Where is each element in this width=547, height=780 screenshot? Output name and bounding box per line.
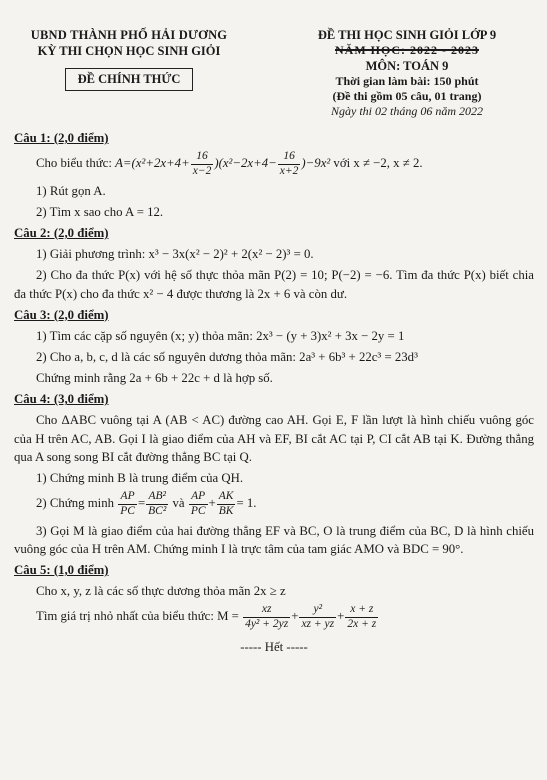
q4-f1-den: PC bbox=[120, 504, 135, 517]
q4-f1-num: AP bbox=[118, 490, 137, 505]
q5-intro: Cho x, y, z là các số thực dương thỏa mãn 2x ≥ z bbox=[36, 584, 286, 599]
q1-fraction-2 bbox=[278, 150, 301, 179]
q5-f1-den: 4y² + 2yz bbox=[245, 618, 289, 631]
q5-plus2: + bbox=[337, 609, 345, 624]
exam-date: Ngày thi 02 tháng 06 năm 2022 bbox=[331, 104, 483, 118]
q3-part2: 2) Cho a, b, c, d là các số nguyên dương thỏa mãn: 2a³ + 6b³ + 22c³ = 23d³ bbox=[36, 350, 418, 364]
q5-f3-den: 2x + z bbox=[347, 618, 377, 631]
exam-name: KỲ THI CHỌN HỌC SINH GIỎI bbox=[37, 44, 221, 58]
q1-condition: với x ≠ −2, x ≠ 2. bbox=[333, 156, 423, 171]
q4-f3-den: PC bbox=[190, 504, 206, 517]
q5-f1-num: xz bbox=[243, 603, 290, 618]
q5-f2-den: xz + yz bbox=[301, 618, 335, 631]
q4-title: Câu 4: (3,0 điểm) bbox=[14, 392, 109, 407]
exam-title: ĐỀ THI HỌC SINH GIỎI LỚP 9 bbox=[317, 28, 497, 42]
q5-title: Câu 5: (1,0 điểm) bbox=[14, 563, 109, 577]
q4-p2-eq: = bbox=[137, 496, 146, 511]
q2-title: Câu 2: (2,0 điểm) bbox=[14, 226, 109, 241]
q4-p2-and: và bbox=[172, 496, 185, 511]
q1-part2: 2) Tìm x sao cho A = 12. bbox=[36, 204, 164, 219]
q1-title: Câu 1: (2,0 điểm) bbox=[14, 131, 109, 145]
q5-fraction-3 bbox=[345, 603, 378, 632]
q1-f1-num: 16 bbox=[191, 150, 214, 165]
q1-fraction-1 bbox=[191, 150, 214, 179]
school-year: NĂM HỌC: 2022 - 2023 bbox=[335, 43, 479, 57]
q4-fraction-ap-pc-2 bbox=[189, 490, 208, 519]
q4-part1: 1) Chứng minh B là trung điểm của QH. bbox=[36, 470, 244, 485]
q5-plus1: + bbox=[291, 609, 299, 624]
q4-fraction-ab-bc bbox=[146, 490, 168, 519]
q4-f2-num: AB² bbox=[146, 490, 168, 505]
q4-part2 bbox=[14, 490, 534, 519]
q5-f2-num: y² bbox=[299, 603, 336, 618]
q3-part1: 1) Tìm các cặp số nguyên (x; y) thỏa mãn: 2x³ − (y + 3)x² + 3x − 2y = 1 bbox=[36, 328, 405, 343]
q2-part2: 2) Cho đa thức P(x) với hệ số thực thỏa mãn P(2) = 10; P(−2) = −6. Tìm đa thức P(x) biết chia đa thức P(x) cho đa thức x² − 4 được thương là 2x + 6 và còn dư. bbox=[14, 268, 534, 301]
q1-expr-b: )(x²−2x+4− bbox=[214, 156, 277, 171]
q4-intro: Cho ΔABC vuông tại A (AB < AC) đường cao AH. Gọi E, F lần lượt là hình chiếu vuông góc của H trên AC, AB. Gọi I là giao điểm của AH và EF, BI cắt AC tại P, CI cắt AB tại K. Đường thẳng qua A song song BI cắt đường thẳng BC tại Q. bbox=[14, 413, 534, 464]
q1-f2-den: x+2 bbox=[279, 164, 299, 177]
q4-f4-den: BK bbox=[218, 504, 234, 517]
q5-fraction-2 bbox=[299, 603, 336, 632]
q4-p2-plus: + bbox=[208, 496, 216, 511]
official-stamp-box: ĐỀ CHÍNH THỨC bbox=[65, 68, 194, 91]
q4-f2-den: BC² bbox=[148, 504, 167, 517]
q4-p2-lead: 2) Chứng minh bbox=[36, 496, 115, 511]
exam-body bbox=[14, 127, 534, 656]
q4-f4-num: AK bbox=[217, 490, 236, 505]
header-left bbox=[14, 28, 244, 91]
q1-expression bbox=[14, 150, 534, 179]
end-marker: ----- Hết ----- bbox=[240, 639, 308, 654]
q2-part1: 1) Giải phương trình: x³ − 3x(x² − 2)² + 2(x² − 2)³ = 0. bbox=[36, 247, 314, 262]
subject: MÔN: TOÁN 9 bbox=[365, 59, 449, 73]
q4-fraction-ap-pc bbox=[118, 490, 137, 519]
q3-part3: Chứng minh rằng 2a + 6b + 22c + d là hợp số. bbox=[36, 371, 273, 386]
header-right bbox=[282, 28, 532, 119]
q1-f2-num: 16 bbox=[278, 150, 301, 165]
q4-f3-num: AP bbox=[189, 490, 208, 505]
q4-p2-tail: = 1. bbox=[236, 496, 257, 511]
page-count: (Đề thi gồm 05 câu, 01 trang) bbox=[332, 89, 482, 103]
q5-fraction-1 bbox=[243, 603, 290, 632]
q4-part3: 3) Gọi M là giao điểm của hai đường thẳng EF và BC, O là trung điểm của BC, D là hình chiếu vuông góc của H trên AM. Chứng minh I là trực tâm của tam giác AMO và BDC = 90°. bbox=[14, 523, 534, 556]
q5-expression bbox=[14, 603, 534, 632]
q3-title: Câu 3: (2,0 điểm) bbox=[14, 307, 109, 322]
q1-expr-a: A=(x²+2x+4+ bbox=[115, 156, 190, 171]
q1-intro: Cho biểu thức: bbox=[36, 156, 112, 171]
duration: Thời gian làm bài: 150 phút bbox=[335, 74, 479, 88]
authority-name: UBND THÀNH PHỐ HẢI DƯƠNG bbox=[30, 28, 228, 42]
q1-expr-c: )−9x² bbox=[301, 156, 331, 171]
q1-f1-den: x−2 bbox=[192, 164, 212, 177]
q4-fraction-ak-bk bbox=[217, 490, 236, 519]
q5-lead: Tìm giá trị nhỏ nhất của biểu thức: M = bbox=[36, 609, 239, 624]
q1-part1: 1) Rút gọn A. bbox=[36, 183, 106, 198]
q5-f3-num: x + z bbox=[345, 603, 378, 618]
